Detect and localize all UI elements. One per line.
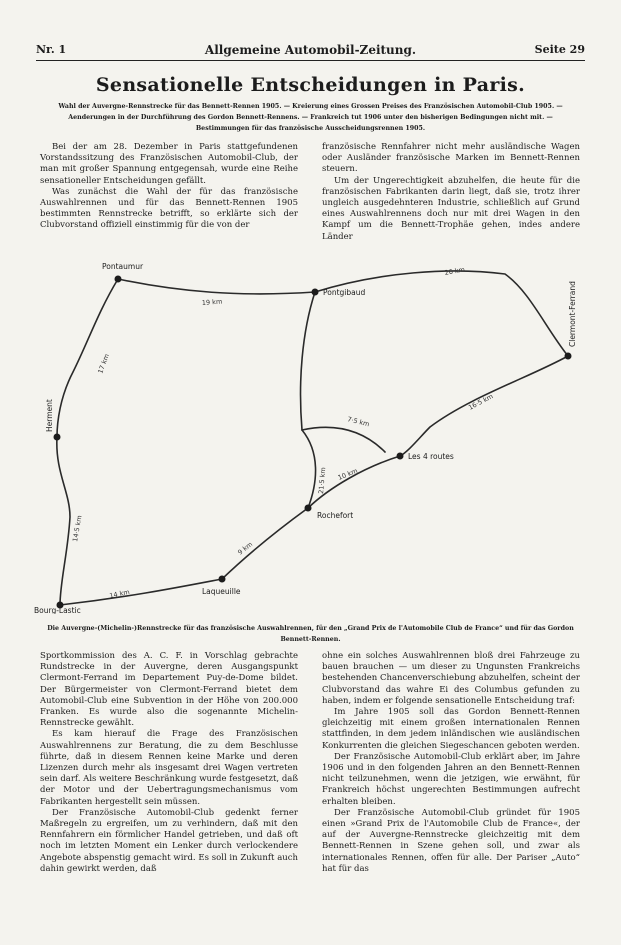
town-marker-rochefort [305,505,312,512]
paragraph: Um der Ungerechtigkeit abzuhelfen, die heute für die französischen Fabrikanten darin liegt, daß sie, trotz ihrer ungleich ausgedehnteren Industrie, schließlich auf Grund eines Auswahlrennens doch nur mit drei Wagen in den Kampf um die Bennett-Trophäe gehen, indes andere Länder [322,175,580,242]
road-network [57,271,568,605]
paragraph: Der Französische Automobil-Club gedenkt ferner Maßregeln zu ergreifen, um zu verhindern, daß mit den Rennfahrern ein förmlicher Handel getrieben, und daß oft noch im letzten Moment ein Lenker durch verlockendere Angebote abspenstig gemacht wird. Es soll in Zukunft auch dahin gewirkt werden, daß [40,807,298,874]
label-herment: Herment [45,399,54,432]
lower-right-column [322,651,580,875]
distance-spur: 7·5 km [346,415,371,429]
distance-clermont-les4routes: 16·5 km [467,392,495,412]
distance-herment-bourg: 14·5 km [71,514,84,543]
header-rule [36,60,585,61]
distance-pontaumur-herment: 17 km [96,352,111,375]
paragraph: Der Französische Automobil-Club erklärt aber, im Jahre 1906 und in den folgenden Jahren an den Bennett-Rennen nicht teilzunehmen, wenn die jetzigen, wie erwähnt, für Frankreich höchst ungerechten Bestimmungen aufrecht erhalten bleiben. [322,751,580,807]
article-title: Sensationelle Entscheidungen in Paris. [95,74,526,96]
journal-title: Allgemeine Automobil-Zeitung. [204,43,417,57]
town-marker-clermont [565,353,572,360]
road-clermont-les4routes [400,356,568,456]
distance-rochefort-laqueuille: 9 km [236,540,255,557]
paragraph: Es kam hierauf die Frage des Französischen Auswahlrennens zur Beratung, die zu dem Beschlusse führte, daß in diesem Rennen keine Marke und deren Lizenzen durch mehr als insgesamt drei Wagen vertreten sein darf. Als weitere Beschränkung wurde festgesetzt, daß der Motor und der Uebertragungsmechanismus vom Fabrikanten hergestellt sein müssen. [40,729,298,807]
upper-right-column [322,142,580,243]
label-pontaumur: Pontaumur [102,262,144,271]
paragraph: französische Rennfahrer nicht mehr ausländische Wagen oder Ausländer französische Marken im Bennett-Rennen steuern. [322,142,580,175]
town-marker-les4routes [397,453,404,460]
issue-number: Nr. 1 [36,43,67,56]
paragraph: Der Französische Automobil-Club gründet für 1905 einen »Grand Prix de l'Automobile Club de France«, der auf der Auvergne-Rennstrecke gleichzeitig mit dem Bennett-Rennen in Szene gehen soll, und zwar als internationales Rennen, offen für alle. Der Pariser „Auto“ hat für das [322,807,580,874]
label-laqueuille: Laqueuille [202,587,241,596]
paragraph: Sportkommission des A. C. F. in Vorschlag gebrachte Rundstrecke in der Auvergne, deren Ausgangspunkt Clermont-Ferrand im Departement Puy-de-Dome bildet. Der Bürgermeister von Clermont-Ferrand bietet dem Automobil-Club eine Subvention in der Höhe von 200.000 Franken. Es wurde also die sogenannte Michelin-Rennstrecke gewählt. [40,651,298,729]
distance-pontgibaud-clermont: 26 km [443,265,466,277]
paragraph: Bei der am 28. Dezember in Paris stattgefundenen Vorstandssitzung des Französischen Automobil-Club, der man mit großer Spannung entgegensah, wurde eine Reihe sensationeller Entscheidungen gefällt. [40,142,298,186]
distance-les4routes-rochefort: 10 km [336,466,359,482]
road-spur [302,427,385,452]
town-marker-pontgibaud [312,289,319,296]
town-marker-pontaumur [115,276,122,283]
label-bourg-lastic: Bourg-Lastic [34,606,81,614]
road-pontgibaud-junction [301,292,315,430]
distance-pontgibaud-rochefort: 21·5 km [317,466,328,495]
label-clermont: Clermont-Ferrand [568,281,577,347]
town-markers [54,276,572,609]
paragraph: Was zunächst die Wahl der für das französische Auswahlrennen und für das Bennett-Rennen 1905 bestimmten Rennstrecke betrifft, so erklärte sich der Clubvorstand offiziell einstimmig für die von der [40,186,298,231]
road-junction-rochefort [302,430,316,508]
paragraph: ohne ein solches Auswahlrennen bloß drei Fahrzeuge zu bauen brauchen — um dieser zu Ungunsten Frankreichs bestehenden Chancenverschiebung abzuhelfen, scheint der Clubvorstand das wahre Ei des Columbus gefunden zu haben, indem er folgende sensationelle Entscheidung traf: [322,651,580,706]
route-map [30,252,592,614]
label-les4routes: Les 4 routes [408,452,454,461]
label-rochefort: Rochefort [317,511,354,520]
road-rochefort-laqueuille [222,508,308,579]
article-subtitle: Wahl der Auvergne-Rennstrecke für das Bennett-Rennen 1905. — Kreierung eines Grossen Preises des Französischen Automobil-Club 1905. — Aenderungen in der Durchführung des Gordon Bennett-Rennens. — Frankreich tut 1906 unter den bisherigen Bedingungen nicht mit. — Bestimmungen für das französische Ausscheidungsrennen 1905. [58,103,563,132]
town-marker-herment [54,434,61,441]
page-header [36,43,585,59]
road-pontaumur-pontgibaud [118,279,315,294]
map-caption: Die Auvergne-(Michelin-)Rennstrecke für das französische Auswahlrennen, für den „Grand Prix de l'Automobile Club de France“ und für das Gordon Bennett-Rennen. [47,625,574,643]
paragraph: Im Jahre 1905 soll das Gordon Bennett-Rennen gleichzeitig mit einem großen internationalen Rennen stattfinden, in dem jedem inländischen wie ausländischen Konkurrenten die gleichen Siegeschancen geboten werden. [322,707,580,751]
page-number: Seite 29 [534,43,585,56]
upper-left-column [40,142,298,232]
distance-laqueuille-bourg: 14 km [108,587,131,600]
road-pontgibaud-clermont [315,271,568,356]
road-laqueuille-bourg [60,579,222,605]
road-herment-bourg [57,437,70,605]
distance-pontaumur-pontgibaud: 19 km [201,297,223,307]
town-marker-laqueuille [219,576,226,583]
lower-left-column [40,651,298,875]
label-pontgibaud: Pontgibaud [323,288,366,297]
